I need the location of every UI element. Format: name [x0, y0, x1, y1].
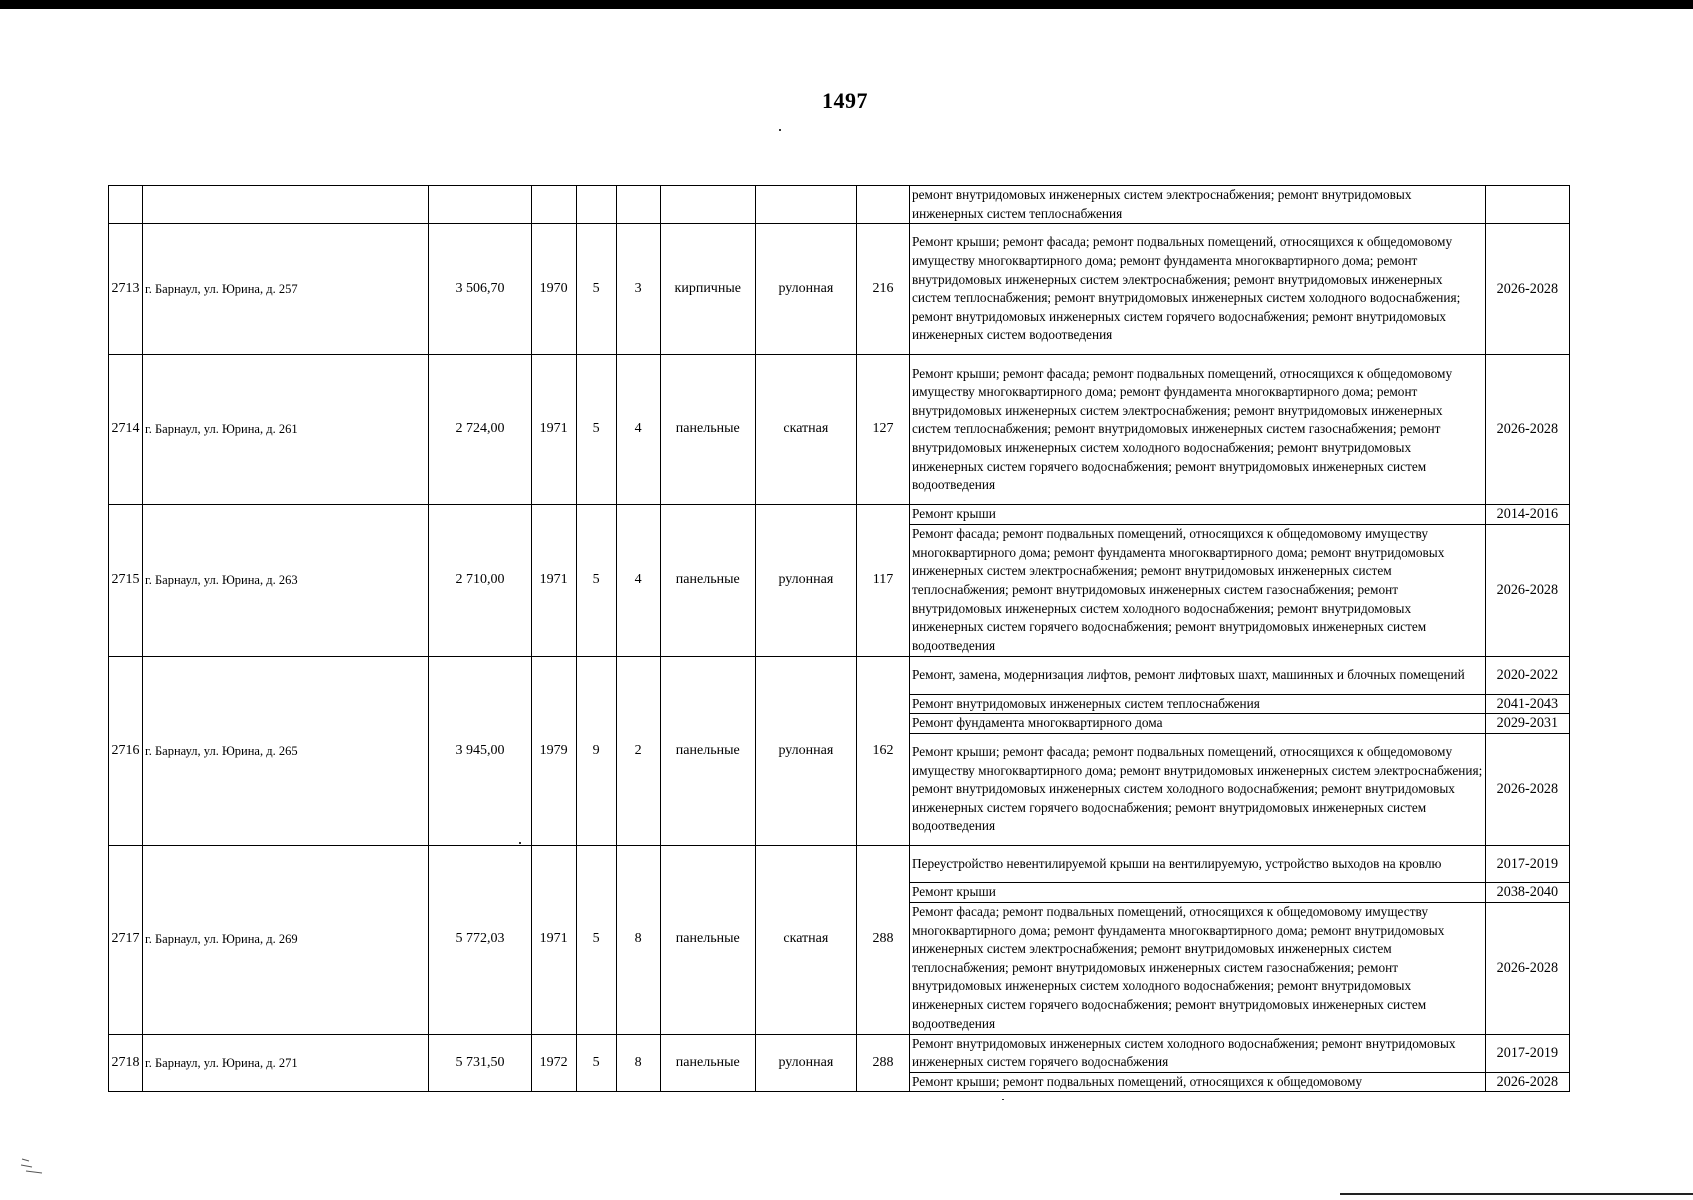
repair-period-cell: 2020-2022	[1485, 656, 1569, 694]
wall-material-cell: панельные	[660, 1034, 755, 1092]
address-cell	[143, 186, 429, 224]
entrances-cell: 8	[616, 1034, 660, 1092]
repair-period-cell: 2026-2028	[1485, 224, 1569, 355]
scan-speck	[1002, 1099, 1004, 1100]
floors-cell: 5	[576, 505, 616, 657]
repair-works-cell: Ремонт крыши; ремонт фасада; ремонт подвальных помещений, относящихся к общедомовому имуществу многоквартирного дома; ремонт фундамента многоквартирного дома; ремонт внутридомовых инженерных систем электроснабжения; ремонт внутридомовых инженерных систем теплоснабжения; ремонт внутридомовых инженерных систем газоснабжения; ремонт внутридомовых инженерных систем холодного водоснабжения; ремонт внутридомовых инженерных систем горячего водоснабжения; ремонт внутридомовых инженерных систем водоотведения	[910, 355, 1486, 505]
wall-material-cell	[660, 186, 755, 224]
repair-period-cell: 2026-2028	[1485, 733, 1569, 845]
repair-works-cell: ремонт внутридомовых инженерных систем электроснабжения; ремонт внутридомовых инженерных систем теплоснабжения	[910, 186, 1486, 224]
floors-cell: 9	[576, 656, 616, 845]
total-area-cell: 2 710,00	[429, 505, 531, 657]
floors-cell: 5	[576, 1034, 616, 1092]
floors-cell: 5	[576, 845, 616, 1034]
table-row	[109, 224, 1570, 355]
build-year-cell: 1971	[531, 845, 576, 1034]
repair-works-cell: Ремонт фасада; ремонт подвальных помещений, относящихся к общедомовому имуществу многоквартирного дома; ремонт фундамента многоквартирного дома; ремонт внутридомовых инженерных систем электроснабжения; ремонт внутридомовых инженерных систем теплоснабжения; ремонт внутридомовых инженерных систем газоснабжения; ремонт внутридомовых инженерных систем холодного водоснабжения; ремонт внутридомовых инженерных систем горячего водоснабжения; ремонт внутридомовых инженерных систем водоотведения	[910, 524, 1486, 656]
repair-period-cell: 2026-2028	[1485, 902, 1569, 1034]
roof-type-cell: рулонная	[755, 224, 856, 355]
residents-cell: 127	[856, 355, 909, 505]
total-area-cell: 5 772,03	[429, 845, 531, 1034]
residents-cell: 117	[856, 505, 909, 657]
total-area-cell	[429, 186, 531, 224]
repair-period-cell: 2017-2019	[1485, 1034, 1569, 1072]
entrances-cell: 8	[616, 845, 660, 1034]
repair-works-cell: Ремонт внутридомовых инженерных систем холодного водоснабжения; ремонт внутридомовых инженерных систем горячего водоснабжения	[910, 1034, 1486, 1072]
total-area-cell: 3 945,00	[429, 656, 531, 845]
wall-material-cell: панельные	[660, 355, 755, 505]
house-number-cell: 2716	[109, 656, 143, 845]
wall-material-cell: панельные	[660, 505, 755, 657]
repair-works-cell: Переустройство невентилируемой крыши на вентилируемую, устройство выходов на кровлю	[910, 845, 1486, 882]
wall-material-cell: панельные	[660, 656, 755, 845]
entrances-cell: 4	[616, 355, 660, 505]
entrances-cell	[616, 186, 660, 224]
entrances-cell: 4	[616, 505, 660, 657]
repair-works-cell: Ремонт крыши; ремонт подвальных помещений, относящихся к общедомовому	[910, 1072, 1486, 1092]
floors-cell: 5	[576, 355, 616, 505]
repair-period-cell: 2014-2016	[1485, 505, 1569, 525]
repair-period-cell: 2041-2043	[1485, 694, 1569, 714]
repair-period-cell: 2026-2028	[1485, 355, 1569, 505]
registry-body	[109, 186, 1570, 1092]
total-area-cell: 5 731,50	[429, 1034, 531, 1092]
table-row	[109, 355, 1570, 505]
repair-period-cell: 2026-2028	[1485, 524, 1569, 656]
address-cell: г. Барнаул, ул. Юрина, д. 269	[143, 845, 429, 1034]
repair-period-cell: 2029-2031	[1485, 714, 1569, 734]
scan-speck	[779, 129, 781, 131]
table-row	[109, 1034, 1570, 1072]
address-cell: г. Барнаул, ул. Юрина, д. 265	[143, 656, 429, 845]
residents-cell: 288	[856, 845, 909, 1034]
house-number-cell: 2714	[109, 355, 143, 505]
repair-works-cell: Ремонт крыши; ремонт фасада; ремонт подвальных помещений, относящихся к общедомовому имуществу многоквартирного дома; ремонт внутридомовых инженерных систем электроснабжения; ремонт внутридомовых инженерных систем холодного водоснабжения; ремонт внутридомовых инженерных систем горячего водоснабжения; ремонт внутридомовых инженерных систем водоотведения	[910, 733, 1486, 845]
address-cell: г. Барнаул, ул. Юрина, д. 271	[143, 1034, 429, 1092]
roof-type-cell	[755, 186, 856, 224]
residents-cell	[856, 186, 909, 224]
repair-period-cell	[1485, 186, 1569, 224]
wall-material-cell: кирпичные	[660, 224, 755, 355]
build-year-cell: 1971	[531, 355, 576, 505]
total-area-cell: 2 724,00	[429, 355, 531, 505]
roof-type-cell: рулонная	[755, 1034, 856, 1092]
floors-cell	[576, 186, 616, 224]
residents-cell: 162	[856, 656, 909, 845]
residents-cell: 288	[856, 1034, 909, 1092]
build-year-cell: 1970	[531, 224, 576, 355]
repair-works-cell: Ремонт крыши	[910, 505, 1486, 525]
repair-works-cell: Ремонт фасада; ремонт подвальных помещений, относящихся к общедомовому имуществу многоквартирного дома; ремонт фундамента многоквартирного дома; ремонт внутридомовых инженерных систем электроснабжения; ремонт внутридомовых инженерных систем теплоснабжения; ремонт внутридомовых инженерных систем газоснабжения; ремонт внутридомовых инженерных систем холодного водоснабжения; ремонт внутридомовых инженерных систем горячего водоснабжения; ремонт внутридомовых инженерных систем водоотведения	[910, 902, 1486, 1034]
roof-type-cell: рулонная	[755, 505, 856, 657]
scan-bottom-edge	[1340, 1193, 1693, 1195]
housing-repair-registry-table	[108, 185, 1570, 1092]
build-year-cell: 1971	[531, 505, 576, 657]
house-number-cell: 2713	[109, 224, 143, 355]
build-year-cell	[531, 186, 576, 224]
build-year-cell: 1979	[531, 656, 576, 845]
build-year-cell: 1972	[531, 1034, 576, 1092]
roof-type-cell: скатная	[755, 845, 856, 1034]
repair-period-cell: 2017-2019	[1485, 845, 1569, 882]
address-cell: г. Барнаул, ул. Юрина, д. 257	[143, 224, 429, 355]
house-number-cell: 2717	[109, 845, 143, 1034]
scan-top-border	[0, 0, 1693, 9]
residents-cell: 216	[856, 224, 909, 355]
repair-period-cell: 2038-2040	[1485, 882, 1569, 902]
address-cell: г. Барнаул, ул. Юрина, д. 261	[143, 355, 429, 505]
roof-type-cell: рулонная	[755, 656, 856, 845]
house-number-cell: 2718	[109, 1034, 143, 1092]
house-number-cell: 2715	[109, 505, 143, 657]
table-row	[109, 186, 1570, 224]
entrances-cell: 3	[616, 224, 660, 355]
table-row	[109, 505, 1570, 525]
floors-cell: 5	[576, 224, 616, 355]
repair-works-cell: Ремонт фундамента многоквартирного дома	[910, 714, 1486, 734]
repair-works-cell: Ремонт крыши; ремонт фасада; ремонт подвальных помещений, относящихся к общедомовому имуществу многоквартирного дома; ремонт фундамента многоквартирного дома; ремонт внутридомовых инженерных систем электроснабжения; ремонт внутридомовых инженерных систем теплоснабжения; ремонт внутридомовых инженерных систем холодного водоснабжения; ремонт внутридомовых инженерных систем горячего водоснабжения; ремонт внутридомовых инженерных систем водоотведения	[910, 224, 1486, 355]
repair-works-cell: Ремонт крыши	[910, 882, 1486, 902]
wall-material-cell: панельные	[660, 845, 755, 1034]
roof-type-cell: скатная	[755, 355, 856, 505]
repair-works-cell: Ремонт внутридомовых инженерных систем теплоснабжения	[910, 694, 1486, 714]
repair-works-cell: Ремонт, замена, модернизация лифтов, ремонт лифтовых шахт, машинных и блочных помещений	[910, 656, 1486, 694]
entrances-cell: 2	[616, 656, 660, 845]
total-area-cell: 3 506,70	[429, 224, 531, 355]
page-number: 1497	[822, 88, 868, 113]
table-row	[109, 656, 1570, 694]
address-cell: г. Барнаул, ул. Юрина, д. 263	[143, 505, 429, 657]
house-number-cell	[109, 186, 143, 224]
scan-artifact-mark	[20, 1155, 44, 1175]
table-row	[109, 845, 1570, 882]
repair-period-cell: 2026-2028	[1485, 1072, 1569, 1092]
